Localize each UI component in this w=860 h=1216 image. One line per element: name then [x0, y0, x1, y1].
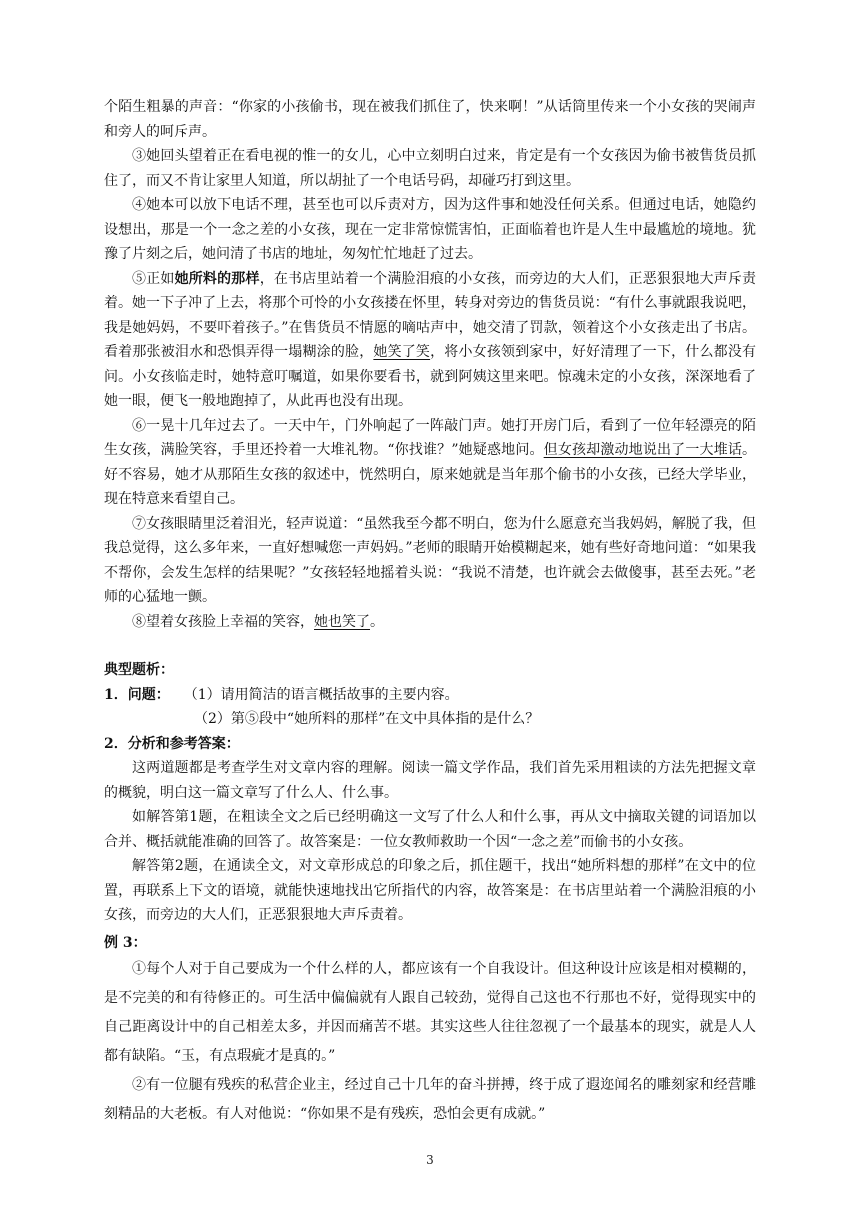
- p5-text-b: ，在书店里站着一个满脸泪痕的小女孩，而旁边的大人们，正恶狠狠地大声斥责着。她一下子冲了上去，将那个可怜的小女孩搂在怀里，转身对旁边的售货员说：“有什么事就跟我说吧，我是她妈妈，不要吓着孩子。”在售货员不情愿的嘀咕声中，她交清了罚款，领着这个小女孩走出了书店。看着那张被泪水和恐惧弄得一塌糊涂的脸，: [104, 270, 757, 360]
- question-label: 1．问题：: [104, 686, 170, 703]
- p6-underlined-phrase: 但女孩却激动地说出了一大堆话: [543, 442, 742, 458]
- example-3-paragraph-2: ②有一位腿有残疾的私营企业主，经过自己十几年的奋斗拼搏，终于成了遐迩闻名的雕刻家和经营雕刻精品的大老板。有人对他说：“你如果不是有残疾，恐怕会更有成就。”: [104, 1077, 756, 1122]
- answer-paragraph-1: 这两道题都是考查学生对文章内容的理解。阅读一篇文学作品，我们首先采用粗读的方法先把握文章的概貌，明白这一篇文章写了什么人、什么事。: [104, 760, 756, 801]
- p8-text-a: ⑧望着女孩脸上幸福的笑容，: [132, 613, 314, 630]
- spacer: [104, 634, 756, 658]
- question-row: [104, 683, 756, 708]
- story-paragraph-8: [104, 610, 756, 635]
- story-paragraph-intro: 个陌生粗暴的声音：“你家的小孩偷书，现在被我们抓住了，快来啊！”从话筒里传来一个小女孩的哭闹声和旁人的呵斥声。: [104, 99, 756, 140]
- analysis-heading: 典型题析：: [104, 662, 174, 678]
- p8-underlined-phrase: 她也笑了: [314, 613, 370, 630]
- answer-paragraph-3: 解答第2题，在通读全文，对文章形成总的印象之后，抓住题干，找出“她所料想的那样”在文中的位置，再联系上下文的语境，就能快速地找出它所指代的内容，故答案是：在书店里站着一个满脸泪痕的小女孩，而旁边的大人们，正恶狠狠地大声斥责着。: [104, 858, 756, 923]
- page-content: [104, 95, 756, 1129]
- story-paragraph-7: ⑦女孩眼睛里泛着泪光，轻声说道：“虽然我至今都不明白，您为什么愿意充当我妈妈，解脱了我，但我总觉得，这么多年来，一直好想喊您一声妈妈。”老师的眼睛开始模糊起来，她有些好奇地问道：“如果我不帮你，会发生怎样的结果呢？”女孩轻轻地摇着头说：“我说不清楚，也许就会去做傻事，甚至去死。”老师的心猛地一颤。: [104, 515, 756, 605]
- p5-bold-phrase: 她所料的那样: [174, 270, 260, 287]
- p5-text-a: ⑤正如: [132, 270, 175, 287]
- p8-text-b: 。: [370, 613, 384, 630]
- question-1: （1）请用简洁的语言概括故事的主要内容。: [183, 686, 459, 703]
- question-2: （2）第⑤段中“她所料的那样”在文中具体指的是什么？: [194, 711, 540, 727]
- story-paragraph-6: [104, 414, 756, 512]
- page-number: 3: [426, 1153, 434, 1167]
- story-paragraph-3: ③她回头望着正在看电视的惟一的女儿，心中立刻明白过来，肯定是有一个女孩因为偷书被售货员抓住了，而又不肯让家里人知道，所以胡扯了一个电话号码，却碰巧打到这里。: [104, 148, 756, 189]
- example-3-paragraph-1: ①每个人对于自己要成为一个什么样的人，都应该有一个自我设计。但这种设计应该是相对模糊的，是不完美的和有待修正的。可生活中偏偏就有人跟自己较劲，觉得自己这也不行那也不好，觉得现实中的自己距离设计中的自己相差太多，并因而痛苦不堪。其实这些人往往忽视了一个最基本的现实，就是人人都有缺陷。“玉，有点瑕疵才是真的。”: [104, 961, 756, 1064]
- example-3-heading: 例 3：: [104, 934, 147, 951]
- p5-underlined-phrase: 她笑了笑: [373, 344, 431, 360]
- answer-paragraph-2: 如解答第1题，在粗读全文之后已经明确这一文写了什么人和什么事，再从文中摘取关键的词语加以合并、概括就能准确的回答了。故答案是：一位女教师救助一个因“一念之差”而偷书的小女孩。: [104, 809, 756, 850]
- story-paragraph-5: [104, 267, 756, 414]
- answer-heading: 2．分析和参考答案：: [104, 735, 240, 752]
- p6-text-a: ⑥一晃十几年过去了。一天中午，门外响起了一阵敲门声。她打开房门后，看到了一位年轻漂亮的陌生女孩，满脸笑容，手里还拎着一大堆礼物。“你找谁？”她疑惑地问。: [104, 417, 756, 458]
- p5-text-c: ，将小女孩领到家中，好好清理了一下，什么都没有问。小女孩临走时，她特意叮嘱道，如果你要看书，就到阿姨这里来吧。惊魂未定的小女孩，深深地看了她一眼，便飞一般地跑掉了，从此再也没有出现。: [104, 344, 757, 409]
- p6-text-b: 。好不容易，她才从那陌生女孩的叙述中，恍然明白，原来她就是当年那个偷书的小女孩，已经大学毕业，现在特意来看望自己。: [104, 442, 756, 507]
- story-paragraph-4: ④她本可以放下电话不理，甚至也可以斥责对方，因为这件事和她没任何关系。但通过电话，她隐约设想出，那是一个一念之差的小女孩，现在一定非常惊慌害怕，正面临着也许是人生中最尴尬的境地。犹豫了片刻之后，她问清了书店的地址，匆匆忙忙地赶了过去。: [104, 197, 756, 262]
